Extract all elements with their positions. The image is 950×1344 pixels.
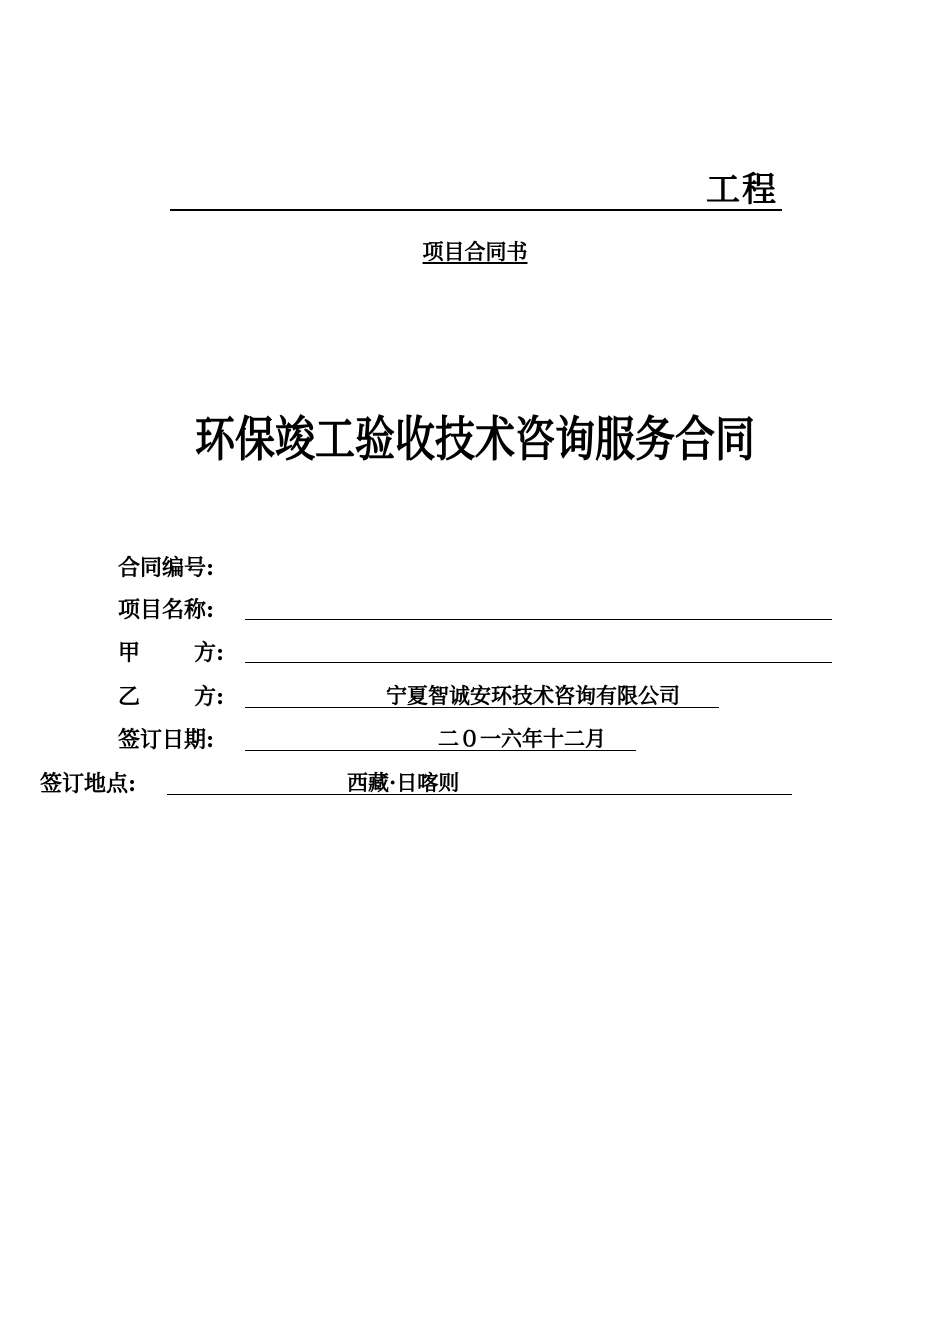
party-a-label-2: 方:	[194, 640, 225, 666]
project-name-underline	[170, 209, 782, 211]
sign-date-label: 签订日期:	[118, 727, 215, 753]
project-suffix: 工程	[706, 170, 778, 210]
party-a-label-1: 甲	[118, 640, 141, 666]
contract-number-label: 合同编号:	[118, 555, 215, 581]
sign-place-field-line	[167, 794, 792, 795]
project-name-field-line	[245, 619, 832, 620]
party-b-label-2: 方:	[194, 684, 225, 710]
party-b-value: 宁夏智诚安环技术咨询有限公司	[386, 683, 680, 708]
sign-date-value: 二０一六年十二月	[438, 726, 606, 751]
sign-place-label: 签订地点:	[40, 771, 137, 797]
subtitle-text: 项目合同书	[422, 239, 528, 264]
party-b-label-1: 乙	[118, 684, 141, 710]
project-name-label: 项目名称:	[118, 597, 215, 623]
sign-place-value: 西藏·日喀则	[347, 770, 460, 795]
party-a-field-line	[245, 662, 832, 663]
document-title: 环保竣工验收技术咨询服务合同	[195, 411, 755, 468]
subtitle	[0, 238, 950, 266]
